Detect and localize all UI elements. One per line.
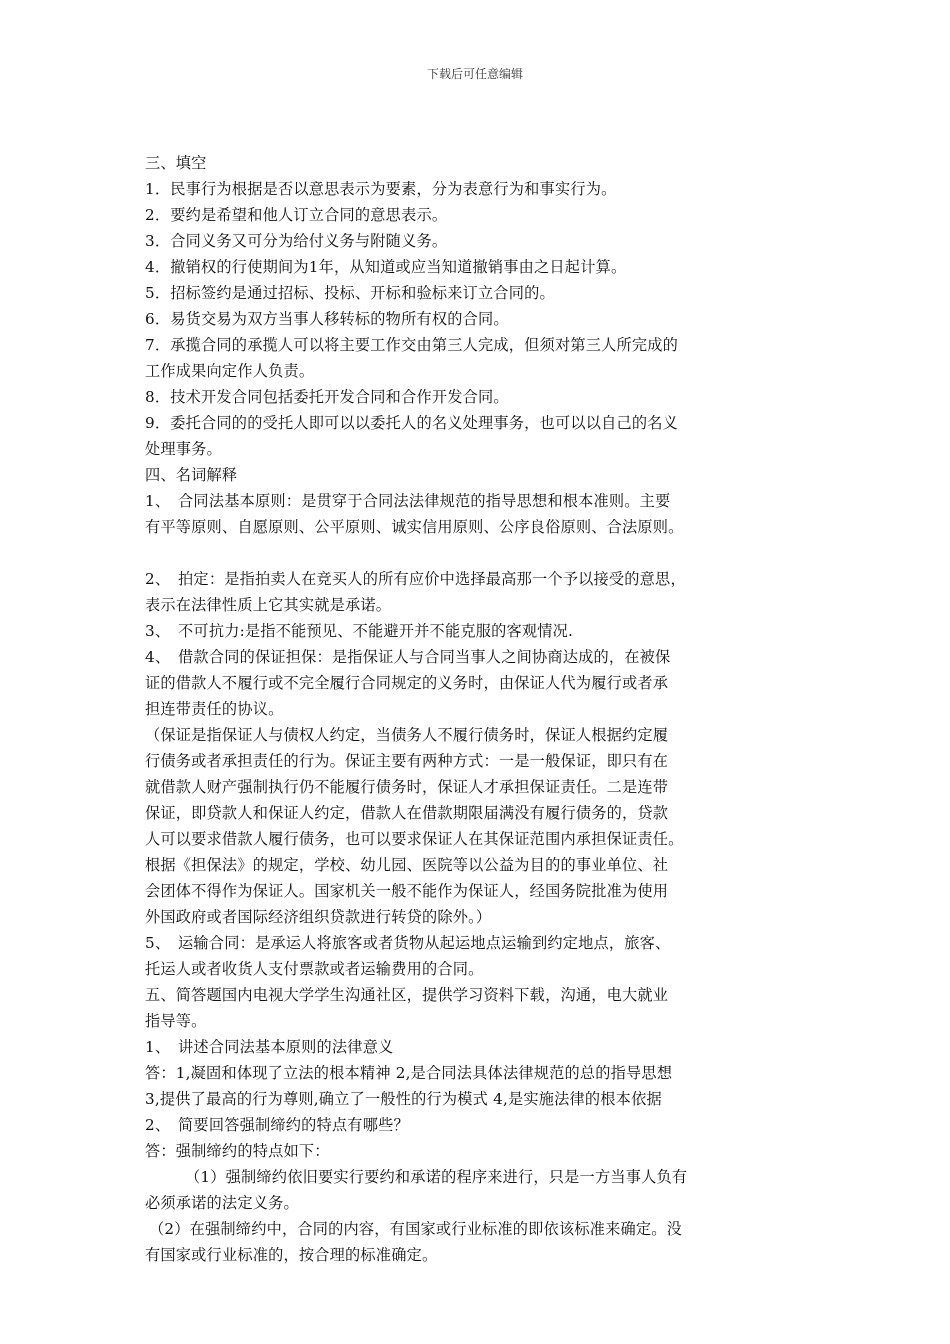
text-line: 2、 拍定：是指拍卖人在竞买人的所有应价中选择最高那一个予以接受的意思， xyxy=(145,570,686,588)
text-line: 6．易货交易为双方当事人移转标的物所有权的合同。 xyxy=(145,310,509,328)
section-heading-short-answer: 五、简答题国内电视大学学生沟通社区，提供学习资料下载，沟通，电大就业 xyxy=(145,986,669,1004)
text-line: 担连带责任的协议。 xyxy=(145,700,284,718)
text-line: 5．招标签约是通过招标、投标、开标和验标来订立合同的。 xyxy=(145,284,555,302)
text-line: 5、 运输合同：是承运人将旅客或者货物从起运地点运输到约定地点，旅客、 xyxy=(145,934,671,952)
text-line: 人可以要求借款人履行债务，也可以要求保证人在其保证范围内承担保证责任。 xyxy=(145,830,684,848)
text-line: 有国家或行业标准的，按合理的标准确定。 xyxy=(145,1246,438,1264)
text-line: 指导等。 xyxy=(145,1012,207,1030)
text-line: （2）在强制缔约中，合同的内容，有国家或行业标准的即依该标准来确定。没 xyxy=(149,1220,683,1238)
text-line: 工作成果向定作人负责。 xyxy=(145,362,315,380)
text-line: 会团体不得作为保证人。国家机关一般不能作为保证人，经国务院批准为使用 xyxy=(145,882,669,900)
text-line: 1．民事行为根据是否以意思表示为要素，分为表意行为和事实行为。 xyxy=(145,180,617,198)
text-line: 就借款人财产强制执行仍不能履行债务时，保证人才承担保证责任。二是连带 xyxy=(145,778,669,796)
text-line: 8．技术开发合同包括委托开发合同和合作开发合同。 xyxy=(145,388,509,406)
text-line: 2、 简要回答强制缔约的特点有哪些？ xyxy=(145,1116,409,1134)
page-header: 下载后可任意编辑 xyxy=(426,67,523,81)
text-line: 有平等原则、自愿原则、公平原则、诚实信用原则、公序良俗原则、合法原则。 xyxy=(145,518,684,536)
text-line: 3、 不可抗力:是指不能预见、不能避开并不能克服的客观情况. xyxy=(145,622,574,640)
section-heading-terms: 四、名词解释 xyxy=(145,466,238,484)
text-line: （保证是指保证人与债权人约定，当债务人不履行债务时，保证人根据约定履 xyxy=(145,726,669,744)
text-line: 保证，即贷款人和保证人约定，借款人在借款期限届满没有履行债务的，贷款 xyxy=(145,804,669,822)
text-line: 3．合同义务又可分为给付义务与附随义务。 xyxy=(145,232,448,250)
text-line: 答：1,凝固和体现了立法的根本精神 2,是合同法具体法律规范的总的指导思想 xyxy=(145,1064,673,1082)
text-line: 外国政府或者国际经济组织贷款进行转贷的除外。） xyxy=(145,908,492,926)
text-line: 处理事务。 xyxy=(145,440,222,458)
blank-line xyxy=(145,540,810,566)
text-line: （1）强制缔约依旧要实行要约和承诺的程序来进行，只是一方当事人负有 xyxy=(185,1168,688,1186)
text-line: 答：强制缔约的特点如下： xyxy=(145,1142,330,1160)
text-line: 行债务或者承担责任的行为。保证主要有两种方式：一是一般保证，即只有在 xyxy=(145,752,669,770)
text-line: 必须承诺的法定义务。 xyxy=(145,1194,299,1212)
text-line: 2．要约是希望和他人订立合同的意思表示。 xyxy=(145,206,448,224)
text-line: 根据《担保法》的规定，学校、幼儿园、医院等以公益为目的的事业单位、社 xyxy=(145,856,669,874)
text-line: 7．承揽合同的承揽人可以将主要工作交由第三人完成，但须对第三人所完成的 xyxy=(145,336,679,354)
text-line: 1、 讲述合同法基本原则的法律意义 xyxy=(145,1038,394,1056)
text-line: 4．撤销权的行使期间为1年，从知道或应当知道撤销事由之日起计算。 xyxy=(145,258,627,276)
text-line: 3,提供了最高的行为尊则,确立了一般性的行为模式 4,是实施法律的根本依据 xyxy=(145,1090,662,1108)
section-heading-fill-blank: 三、填空 xyxy=(145,154,207,172)
text-line: 托运人或者收货人支付票款或者运输费用的合同。 xyxy=(145,960,484,978)
text-line: 9．委托合同的的受托人即可以以委托人的名义处理事务，也可以以自己的名义 xyxy=(145,414,679,432)
text-line: 4、 借款合同的保证担保：是指保证人与合同当事人之间协商达成的，在被保 xyxy=(145,648,671,666)
text-line: 1、 合同法基本原则：是贯穿于合同法法律规范的指导思想和根本准则。主要 xyxy=(145,492,671,510)
text-line: 证的借款人不履行或不完全履行合同规定的义务时，由保证人代为履行或者承 xyxy=(145,674,669,692)
document-body xyxy=(145,150,810,1268)
text-line: 表示在法律性质上它其实就是承诺。 xyxy=(145,596,392,614)
